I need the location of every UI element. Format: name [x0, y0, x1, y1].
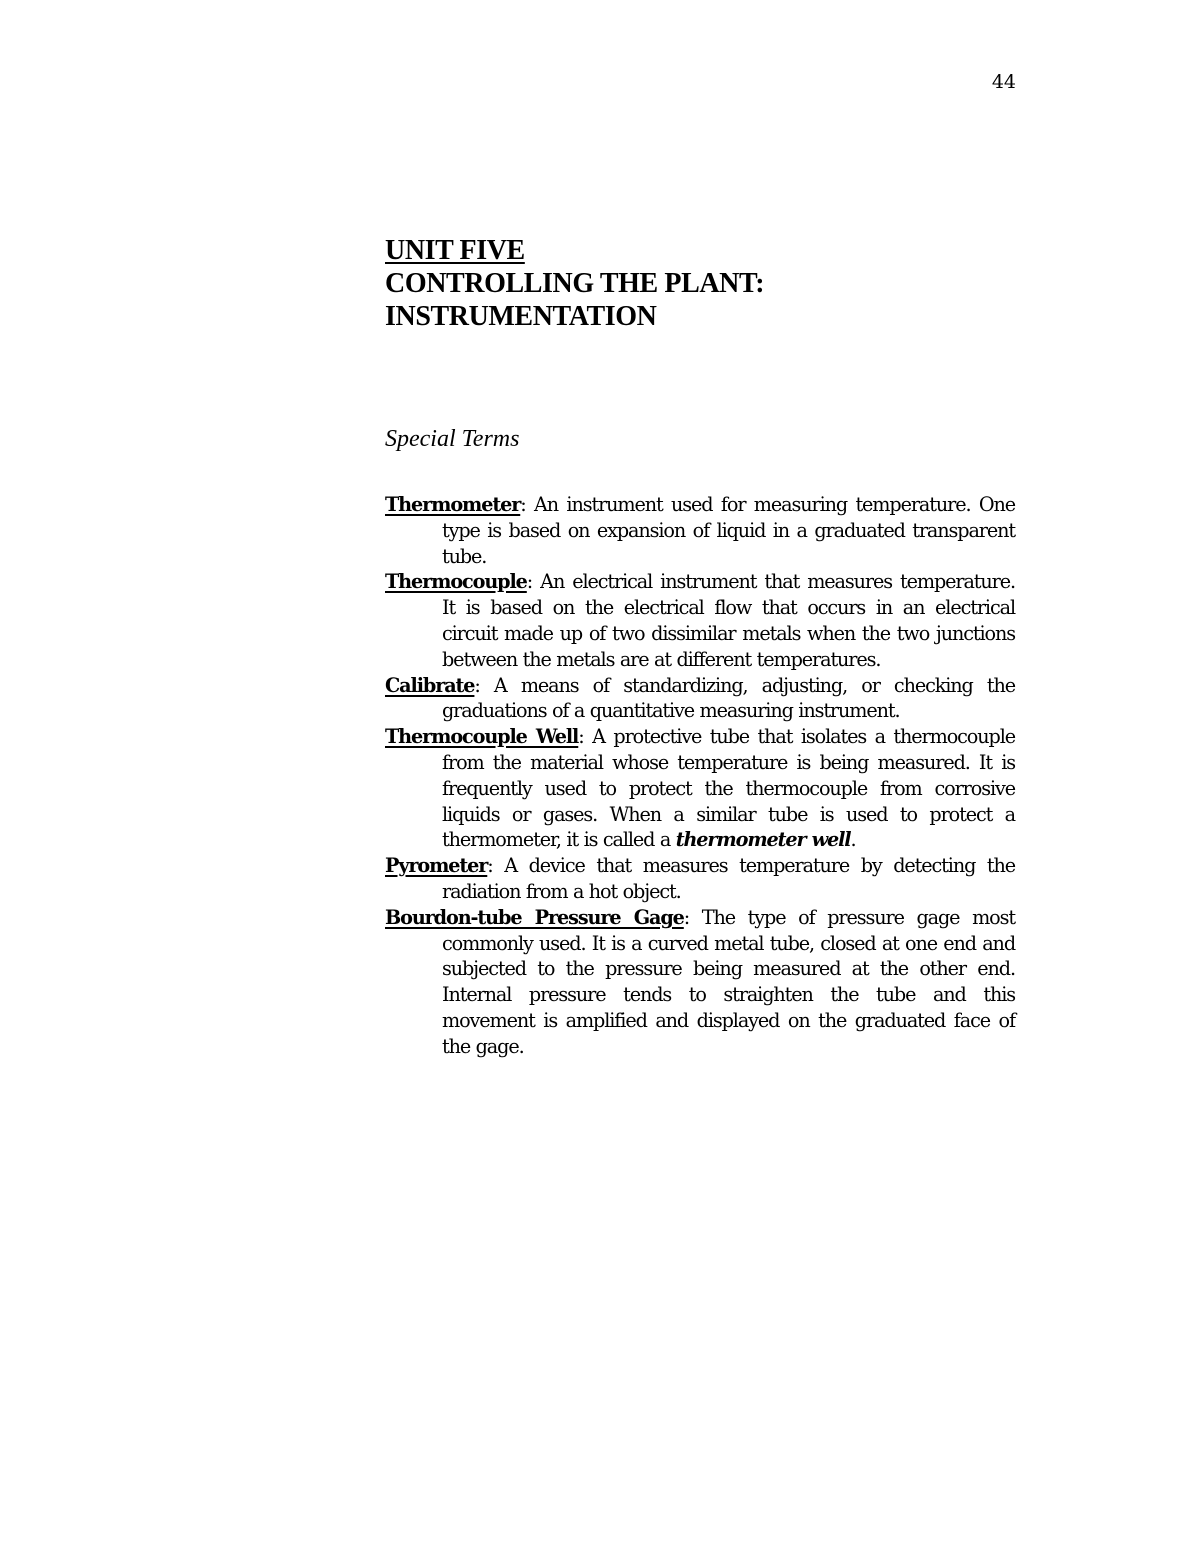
- term-name: Bourdon-tube Pressure Gage: [385, 905, 684, 929]
- term-definition: An electrical instrument that measures temperature. It is based on the electrical flow that occurs in an electrical circuit made up of two dissimilar metals when the two junctions between the metals are at different temperatures.: [442, 570, 1015, 671]
- term-colon: :: [526, 570, 533, 594]
- term-colon: :: [487, 854, 493, 878]
- term-pyrometer: [385, 853, 1015, 905]
- term-colon: :: [520, 493, 526, 516]
- term-name: Thermocouple: [385, 570, 527, 594]
- unit-title-line-2: INSTRUMENTATION: [385, 301, 657, 332]
- term-name: Thermometer: [385, 493, 521, 516]
- page-number: 44: [991, 71, 1016, 93]
- term-definition: A means of standardizing, adjusting, or checking the graduations of a quantitative measuring instrument.: [442, 673, 1015, 723]
- terms-list: [385, 492, 1015, 1060]
- term-name: Calibrate: [385, 673, 475, 697]
- term-definition: An instrument used for measuring temperature. One type is based on expansion of liquid in a graduated transparent tube.: [442, 493, 1015, 568]
- term-thermocouple-well: [385, 724, 1015, 853]
- term-colon: :: [683, 905, 690, 929]
- unit-title-line-1: CONTROLLING THE PLANT:: [385, 268, 765, 299]
- page-content: [385, 234, 1015, 1058]
- term-emphasis: thermometer well: [675, 828, 851, 852]
- unit-heading: [385, 234, 1015, 333]
- term-name: Pyrometer: [385, 854, 488, 878]
- term-thermocouple: [385, 569, 1015, 672]
- term-name: Thermocouple Well: [385, 725, 579, 749]
- term-calibrate: [385, 673, 1015, 725]
- term-colon: :: [578, 725, 584, 749]
- term-thermometer: [385, 492, 1015, 569]
- term-bourdon-tube-pressure-gage: [385, 905, 1015, 1060]
- term-definition: A protective tube that isolates a thermocouple from the material whose temperature is being measured. It is frequently used to protect the thermocouple from corrosive liquids or gases. When a similar tube is used to protect a thermometer, it is called a: [442, 725, 1015, 852]
- unit-number: UNIT FIVE: [385, 235, 525, 266]
- term-definition-end: .: [850, 828, 856, 852]
- section-title: Special Terms: [385, 426, 520, 452]
- term-definition: The type of pressure gage most commonly used. It is a curved metal tube, closed at one end and subjected to the pressure being measured at the other end. Internal pressure tends to straighten the tube and this movement is amplified and displayed on the graduated face of the gage.: [442, 905, 1015, 1058]
- term-colon: :: [474, 673, 480, 697]
- term-definition: A device that measures temperature by detecting the radiation from a hot object.: [442, 854, 1015, 903]
